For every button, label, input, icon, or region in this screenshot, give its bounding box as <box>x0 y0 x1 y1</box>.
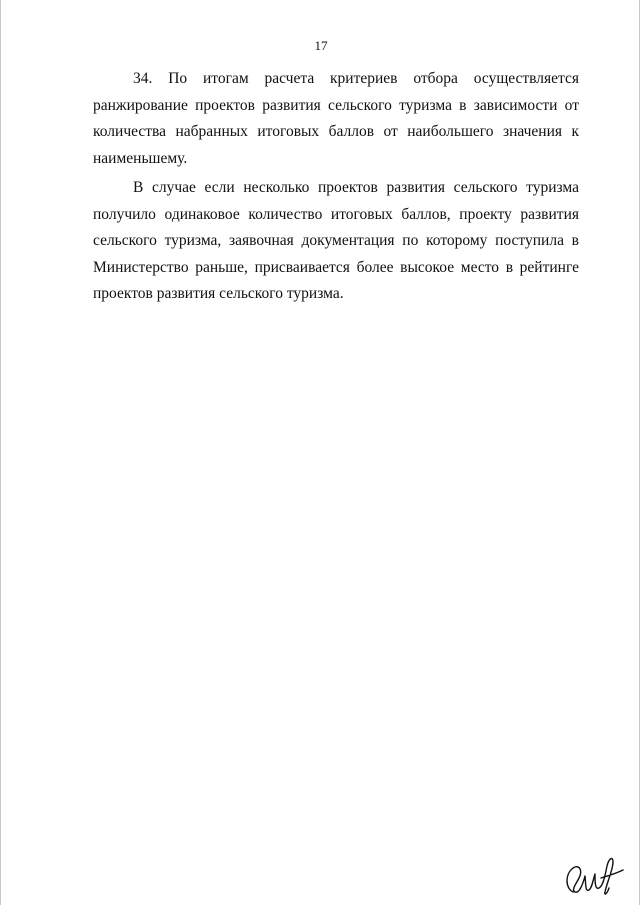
signature-icon <box>561 852 625 898</box>
paragraph-equal-scores: В случае если несколько проектов развития сельского туризма получило одинаковое количество итоговых баллов, проекту развития сельского туризма, заявочная документация по которому поступила в Министерство раньше, присваивается более высокое место в рейтинге проектов развития сельского туризма. <box>93 179 579 302</box>
paragraph-34: 34. По итогам расчета критериев отбора осуществляется ранжирование проектов развития сельского туризма в зависимости от количества набранных итоговых баллов от наибольшего значения к наименьшему. <box>93 70 579 167</box>
document-body <box>93 66 579 311</box>
page-number: 17 <box>314 38 328 53</box>
